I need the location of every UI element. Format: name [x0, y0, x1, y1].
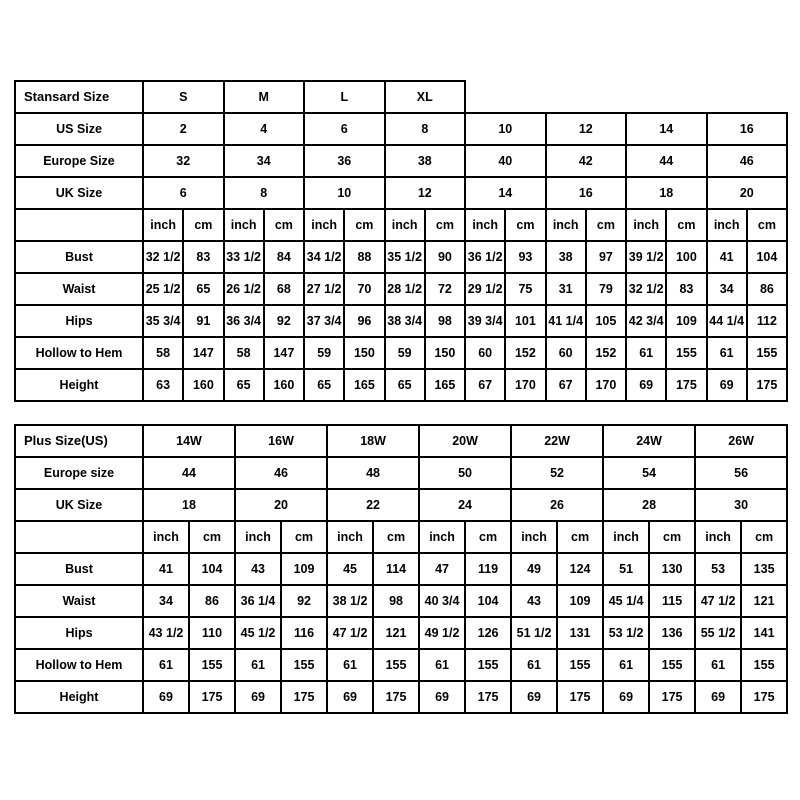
plus-measure-cell: 45 1/4 — [603, 585, 649, 617]
standard-measure-label: Waist — [15, 273, 143, 305]
standard-measure-cell: 170 — [586, 369, 626, 401]
standard-cell: 14 — [465, 177, 546, 209]
plus-measure-cell: 124 — [557, 553, 603, 585]
plus-unit-cell: inch — [511, 521, 557, 553]
standard-measure-cell: 93 — [505, 241, 545, 273]
plus-unit-cell: inch — [419, 521, 465, 553]
standard-measure-cell: 160 — [183, 369, 223, 401]
plus-measure-label: Hollow to Hem — [15, 649, 143, 681]
standard-measure-cell: 70 — [344, 273, 384, 305]
standard-measure-cell: 59 — [385, 337, 425, 369]
plus-row — [15, 457, 787, 489]
standard-cell: 18 — [626, 177, 707, 209]
plus-measure-cell: 47 — [419, 553, 465, 585]
standard-cell: 6 — [143, 177, 224, 209]
standard-measure-cell: 60 — [465, 337, 505, 369]
standard-measure-cell: 65 — [224, 369, 264, 401]
standard-measure-row — [15, 337, 787, 369]
plus-measure-cell: 136 — [649, 617, 695, 649]
standard-measure-cell: 44 1/4 — [707, 305, 747, 337]
standard-measure-cell: 83 — [666, 273, 706, 305]
standard-group-XL: XL — [385, 81, 466, 113]
standard-cell: 2 — [143, 113, 224, 145]
standard-measure-cell: 160 — [264, 369, 304, 401]
standard-measure-cell: 86 — [747, 273, 787, 305]
standard-group-S: S — [143, 81, 224, 113]
standard-unit-cell: inch — [707, 209, 747, 241]
standard-unit-cell: cm — [183, 209, 223, 241]
standard-measure-cell: 68 — [264, 273, 304, 305]
standard-cell: 34 — [224, 145, 305, 177]
standard-cell: 10 — [465, 113, 546, 145]
standard-cell: 44 — [626, 145, 707, 177]
plus-measure-cell: 114 — [373, 553, 419, 585]
standard-cell: 10 — [304, 177, 385, 209]
standard-measure-cell: 96 — [344, 305, 384, 337]
plus-unit-cell: inch — [235, 521, 281, 553]
standard-group-L: L — [304, 81, 385, 113]
plus-units-row — [15, 521, 787, 553]
standard-unit-cell: inch — [304, 209, 344, 241]
standard-group-M: M — [224, 81, 305, 113]
plus-measure-cell: 49 — [511, 553, 557, 585]
plus-measure-cell: 69 — [327, 681, 373, 713]
standard-cell: 36 — [304, 145, 385, 177]
standard-cell: 4 — [224, 113, 305, 145]
standard-measure-cell: 152 — [586, 337, 626, 369]
plus-measure-cell: 104 — [189, 553, 235, 585]
standard-unit-cell: inch — [385, 209, 425, 241]
standard-measure-cell: 67 — [546, 369, 586, 401]
plus-unit-cell: inch — [327, 521, 373, 553]
standard-measure-cell: 27 1/2 — [304, 273, 344, 305]
plus-measure-cell: 115 — [649, 585, 695, 617]
plus-measure-cell: 51 — [603, 553, 649, 585]
standard-cell: 8 — [224, 177, 305, 209]
standard-measure-cell: 39 3/4 — [465, 305, 505, 337]
plus-measure-cell: 175 — [465, 681, 511, 713]
plus-measure-cell: 43 — [511, 585, 557, 617]
plus-measure-cell: 119 — [465, 553, 511, 585]
plus-measure-cell: 69 — [511, 681, 557, 713]
standard-row — [15, 113, 787, 145]
standard-measure-cell: 63 — [143, 369, 183, 401]
plus-measure-cell: 130 — [649, 553, 695, 585]
plus-measure-cell: 41 — [143, 553, 189, 585]
standard-measure-cell: 37 3/4 — [304, 305, 344, 337]
plus-measure-cell: 92 — [281, 585, 327, 617]
plus-group-26W: 26W — [695, 425, 787, 457]
standard-measure-cell: 92 — [264, 305, 304, 337]
plus-cell: 46 — [235, 457, 327, 489]
standard-measure-cell: 75 — [505, 273, 545, 305]
plus-size-table-container — [14, 424, 786, 714]
standard-measure-cell: 32 1/2 — [626, 273, 666, 305]
plus-measure-cell: 175 — [373, 681, 419, 713]
plus-measure-row — [15, 553, 787, 585]
standard-measure-cell: 38 — [546, 241, 586, 273]
standard-row-label: UK Size — [15, 177, 143, 209]
plus-row — [15, 489, 787, 521]
plus-measure-cell: 155 — [649, 649, 695, 681]
standard-measure-label: Hips — [15, 305, 143, 337]
plus-unit-cell: cm — [281, 521, 327, 553]
plus-measure-cell: 40 3/4 — [419, 585, 465, 617]
standard-measure-row — [15, 305, 787, 337]
standard-measure-cell: 147 — [264, 337, 304, 369]
standard-measure-cell: 36 3/4 — [224, 305, 264, 337]
plus-measure-label: Hips — [15, 617, 143, 649]
plus-measure-cell: 61 — [511, 649, 557, 681]
plus-measure-cell: 55 1/2 — [695, 617, 741, 649]
plus-cell: 24 — [419, 489, 511, 521]
plus-row-label: Europe size — [15, 457, 143, 489]
standard-measure-cell: 58 — [143, 337, 183, 369]
standard-unit-cell: cm — [505, 209, 545, 241]
standard-measure-cell: 72 — [425, 273, 465, 305]
plus-measure-cell: 86 — [189, 585, 235, 617]
standard-measure-cell: 101 — [505, 305, 545, 337]
plus-measure-cell: 47 1/2 — [695, 585, 741, 617]
standard-measure-cell: 150 — [344, 337, 384, 369]
standard-measure-row — [15, 369, 787, 401]
standard-cell: 8 — [385, 113, 466, 145]
plus-cell: 56 — [695, 457, 787, 489]
plus-group-22W: 22W — [511, 425, 603, 457]
standard-measure-cell: 41 — [707, 241, 747, 273]
standard-measure-cell: 147 — [183, 337, 223, 369]
plus-measure-cell: 61 — [695, 649, 741, 681]
plus-measure-cell: 155 — [373, 649, 419, 681]
standard-measure-cell: 41 1/4 — [546, 305, 586, 337]
plus-measure-cell: 109 — [557, 585, 603, 617]
standard-measure-cell: 29 1/2 — [465, 273, 505, 305]
plus-unit-cell: inch — [695, 521, 741, 553]
plus-measure-cell: 69 — [419, 681, 465, 713]
standard-header-row — [15, 81, 787, 113]
standard-measure-cell: 39 1/2 — [626, 241, 666, 273]
plus-measure-cell: 69 — [603, 681, 649, 713]
standard-unit-cell: inch — [465, 209, 505, 241]
standard-row — [15, 145, 787, 177]
plus-cell: 54 — [603, 457, 695, 489]
plus-cell: 20 — [235, 489, 327, 521]
standard-measure-cell: 35 1/2 — [385, 241, 425, 273]
standard-measure-cell: 35 3/4 — [143, 305, 183, 337]
plus-measure-cell: 45 1/2 — [235, 617, 281, 649]
plus-unit-cell: inch — [143, 521, 189, 553]
plus-measure-cell: 69 — [143, 681, 189, 713]
plus-unit-cell: cm — [189, 521, 235, 553]
standard-units-blank — [15, 209, 143, 241]
plus-cell: 48 — [327, 457, 419, 489]
plus-measure-cell: 109 — [281, 553, 327, 585]
plus-measure-cell: 47 1/2 — [327, 617, 373, 649]
standard-cell: 46 — [707, 145, 788, 177]
plus-measure-cell: 98 — [373, 585, 419, 617]
standard-row-label: Europe Size — [15, 145, 143, 177]
plus-measure-cell: 38 1/2 — [327, 585, 373, 617]
standard-unit-cell: inch — [224, 209, 264, 241]
plus-cell: 22 — [327, 489, 419, 521]
plus-measure-cell: 104 — [465, 585, 511, 617]
plus-measure-cell: 69 — [695, 681, 741, 713]
plus-measure-cell: 49 1/2 — [419, 617, 465, 649]
standard-measure-cell: 150 — [425, 337, 465, 369]
plus-measure-cell: 36 1/4 — [235, 585, 281, 617]
plus-measure-cell: 43 — [235, 553, 281, 585]
plus-cell: 50 — [419, 457, 511, 489]
plus-cell: 52 — [511, 457, 603, 489]
standard-measure-cell: 34 — [707, 273, 747, 305]
standard-measure-cell: 65 — [385, 369, 425, 401]
standard-measure-cell: 67 — [465, 369, 505, 401]
plus-unit-cell: inch — [603, 521, 649, 553]
standard-measure-cell: 165 — [344, 369, 384, 401]
standard-measure-cell: 36 1/2 — [465, 241, 505, 273]
standard-measure-cell: 170 — [505, 369, 545, 401]
plus-measure-cell: 53 — [695, 553, 741, 585]
plus-measure-label: Waist — [15, 585, 143, 617]
standard-measure-cell: 83 — [183, 241, 223, 273]
plus-measure-cell: 155 — [281, 649, 327, 681]
plus-measure-cell: 135 — [741, 553, 787, 585]
standard-measure-cell: 175 — [747, 369, 787, 401]
plus-measure-cell: 155 — [465, 649, 511, 681]
plus-measure-cell: 155 — [189, 649, 235, 681]
plus-measure-cell: 61 — [235, 649, 281, 681]
standard-cell: 40 — [465, 145, 546, 177]
standard-cell: 16 — [707, 113, 788, 145]
plus-group-14W: 14W — [143, 425, 235, 457]
plus-unit-cell: cm — [741, 521, 787, 553]
standard-row-label: US Size — [15, 113, 143, 145]
standard-measure-cell: 97 — [586, 241, 626, 273]
plus-header-row — [15, 425, 787, 457]
standard-cell: 14 — [626, 113, 707, 145]
plus-measure-cell: 175 — [649, 681, 695, 713]
standard-measure-row — [15, 273, 787, 305]
plus-unit-cell: cm — [649, 521, 695, 553]
standard-measure-cell: 175 — [666, 369, 706, 401]
standard-unit-cell: cm — [747, 209, 787, 241]
plus-measure-label: Height — [15, 681, 143, 713]
standard-measure-cell: 34 1/2 — [304, 241, 344, 273]
standard-size-table-container — [14, 80, 786, 402]
standard-measure-cell: 25 1/2 — [143, 273, 183, 305]
plus-measure-cell: 121 — [373, 617, 419, 649]
standard-unit-cell: cm — [264, 209, 304, 241]
plus-measure-cell: 116 — [281, 617, 327, 649]
plus-row-label: UK Size — [15, 489, 143, 521]
plus-measure-row — [15, 649, 787, 681]
standard-unit-cell: cm — [425, 209, 465, 241]
standard-measure-cell: 155 — [666, 337, 706, 369]
plus-measure-row — [15, 617, 787, 649]
plus-measure-cell: 175 — [189, 681, 235, 713]
plus-group-18W: 18W — [327, 425, 419, 457]
plus-measure-cell: 61 — [603, 649, 649, 681]
standard-measure-cell: 26 1/2 — [224, 273, 264, 305]
standard-unit-cell: inch — [143, 209, 183, 241]
plus-group-20W: 20W — [419, 425, 511, 457]
standard-cell: 12 — [546, 113, 627, 145]
standard-measure-cell: 91 — [183, 305, 223, 337]
standard-measure-cell: 152 — [505, 337, 545, 369]
standard-measure-cell: 98 — [425, 305, 465, 337]
plus-measure-cell: 69 — [235, 681, 281, 713]
plus-measure-cell: 45 — [327, 553, 373, 585]
plus-cell: 28 — [603, 489, 695, 521]
standard-measure-cell: 79 — [586, 273, 626, 305]
plus-unit-cell: cm — [557, 521, 603, 553]
plus-measure-cell: 61 — [327, 649, 373, 681]
plus-unit-cell: cm — [373, 521, 419, 553]
standard-measure-cell: 84 — [264, 241, 304, 273]
standard-measure-cell: 42 3/4 — [626, 305, 666, 337]
standard-measure-cell: 58 — [224, 337, 264, 369]
plus-corner-label: Plus Size(US) — [15, 425, 143, 457]
plus-measure-cell: 53 1/2 — [603, 617, 649, 649]
plus-unit-cell: cm — [465, 521, 511, 553]
standard-cell: 20 — [707, 177, 788, 209]
standard-measure-cell: 28 1/2 — [385, 273, 425, 305]
standard-measure-cell: 109 — [666, 305, 706, 337]
plus-measure-cell: 121 — [741, 585, 787, 617]
standard-measure-cell: 105 — [586, 305, 626, 337]
plus-measure-cell: 34 — [143, 585, 189, 617]
standard-cell: 42 — [546, 145, 627, 177]
standard-unit-cell: cm — [666, 209, 706, 241]
standard-cell: 16 — [546, 177, 627, 209]
standard-measure-cell: 32 1/2 — [143, 241, 183, 273]
plus-measure-cell: 43 1/2 — [143, 617, 189, 649]
standard-cell: 32 — [143, 145, 224, 177]
plus-cell: 26 — [511, 489, 603, 521]
plus-cell: 30 — [695, 489, 787, 521]
standard-measure-cell: 90 — [425, 241, 465, 273]
standard-cell: 6 — [304, 113, 385, 145]
standard-measure-cell: 69 — [707, 369, 747, 401]
plus-measure-cell: 131 — [557, 617, 603, 649]
standard-measure-cell: 60 — [546, 337, 586, 369]
plus-measure-cell: 51 1/2 — [511, 617, 557, 649]
standard-measure-row — [15, 241, 787, 273]
plus-measure-cell: 175 — [281, 681, 327, 713]
standard-unit-cell: cm — [586, 209, 626, 241]
standard-measure-cell: 61 — [626, 337, 666, 369]
standard-measure-cell: 100 — [666, 241, 706, 273]
standard-measure-cell: 104 — [747, 241, 787, 273]
plus-units-blank — [15, 521, 143, 553]
plus-measure-row — [15, 585, 787, 617]
standard-corner-label: Stansard Size — [15, 81, 143, 113]
standard-unit-cell: cm — [344, 209, 384, 241]
standard-unit-cell: inch — [546, 209, 586, 241]
plus-measure-cell: 126 — [465, 617, 511, 649]
standard-units-row — [15, 209, 787, 241]
standard-measure-cell: 65 — [183, 273, 223, 305]
standard-cell: 38 — [385, 145, 466, 177]
plus-measure-label: Bust — [15, 553, 143, 585]
plus-measure-cell: 155 — [557, 649, 603, 681]
plus-group-24W: 24W — [603, 425, 695, 457]
plus-measure-cell: 175 — [741, 681, 787, 713]
standard-cell: 12 — [385, 177, 466, 209]
plus-measure-cell: 155 — [741, 649, 787, 681]
standard-size-table — [14, 80, 788, 402]
standard-measure-cell: 59 — [304, 337, 344, 369]
standard-measure-cell: 112 — [747, 305, 787, 337]
standard-measure-cell: 38 3/4 — [385, 305, 425, 337]
standard-measure-cell: 61 — [707, 337, 747, 369]
plus-measure-row — [15, 681, 787, 713]
standard-row — [15, 177, 787, 209]
standard-measure-label: Height — [15, 369, 143, 401]
plus-size-table — [14, 424, 788, 714]
standard-measure-cell: 69 — [626, 369, 666, 401]
plus-measure-cell: 175 — [557, 681, 603, 713]
standard-measure-cell: 31 — [546, 273, 586, 305]
standard-measure-label: Bust — [15, 241, 143, 273]
standard-measure-cell: 65 — [304, 369, 344, 401]
plus-measure-cell: 110 — [189, 617, 235, 649]
standard-measure-cell: 165 — [425, 369, 465, 401]
standard-measure-cell: 33 1/2 — [224, 241, 264, 273]
plus-cell: 44 — [143, 457, 235, 489]
plus-measure-cell: 61 — [143, 649, 189, 681]
standard-measure-cell: 88 — [344, 241, 384, 273]
plus-measure-cell: 141 — [741, 617, 787, 649]
standard-unit-cell: inch — [626, 209, 666, 241]
plus-cell: 18 — [143, 489, 235, 521]
plus-group-16W: 16W — [235, 425, 327, 457]
plus-measure-cell: 61 — [419, 649, 465, 681]
standard-measure-cell: 155 — [747, 337, 787, 369]
standard-measure-label: Hollow to Hem — [15, 337, 143, 369]
